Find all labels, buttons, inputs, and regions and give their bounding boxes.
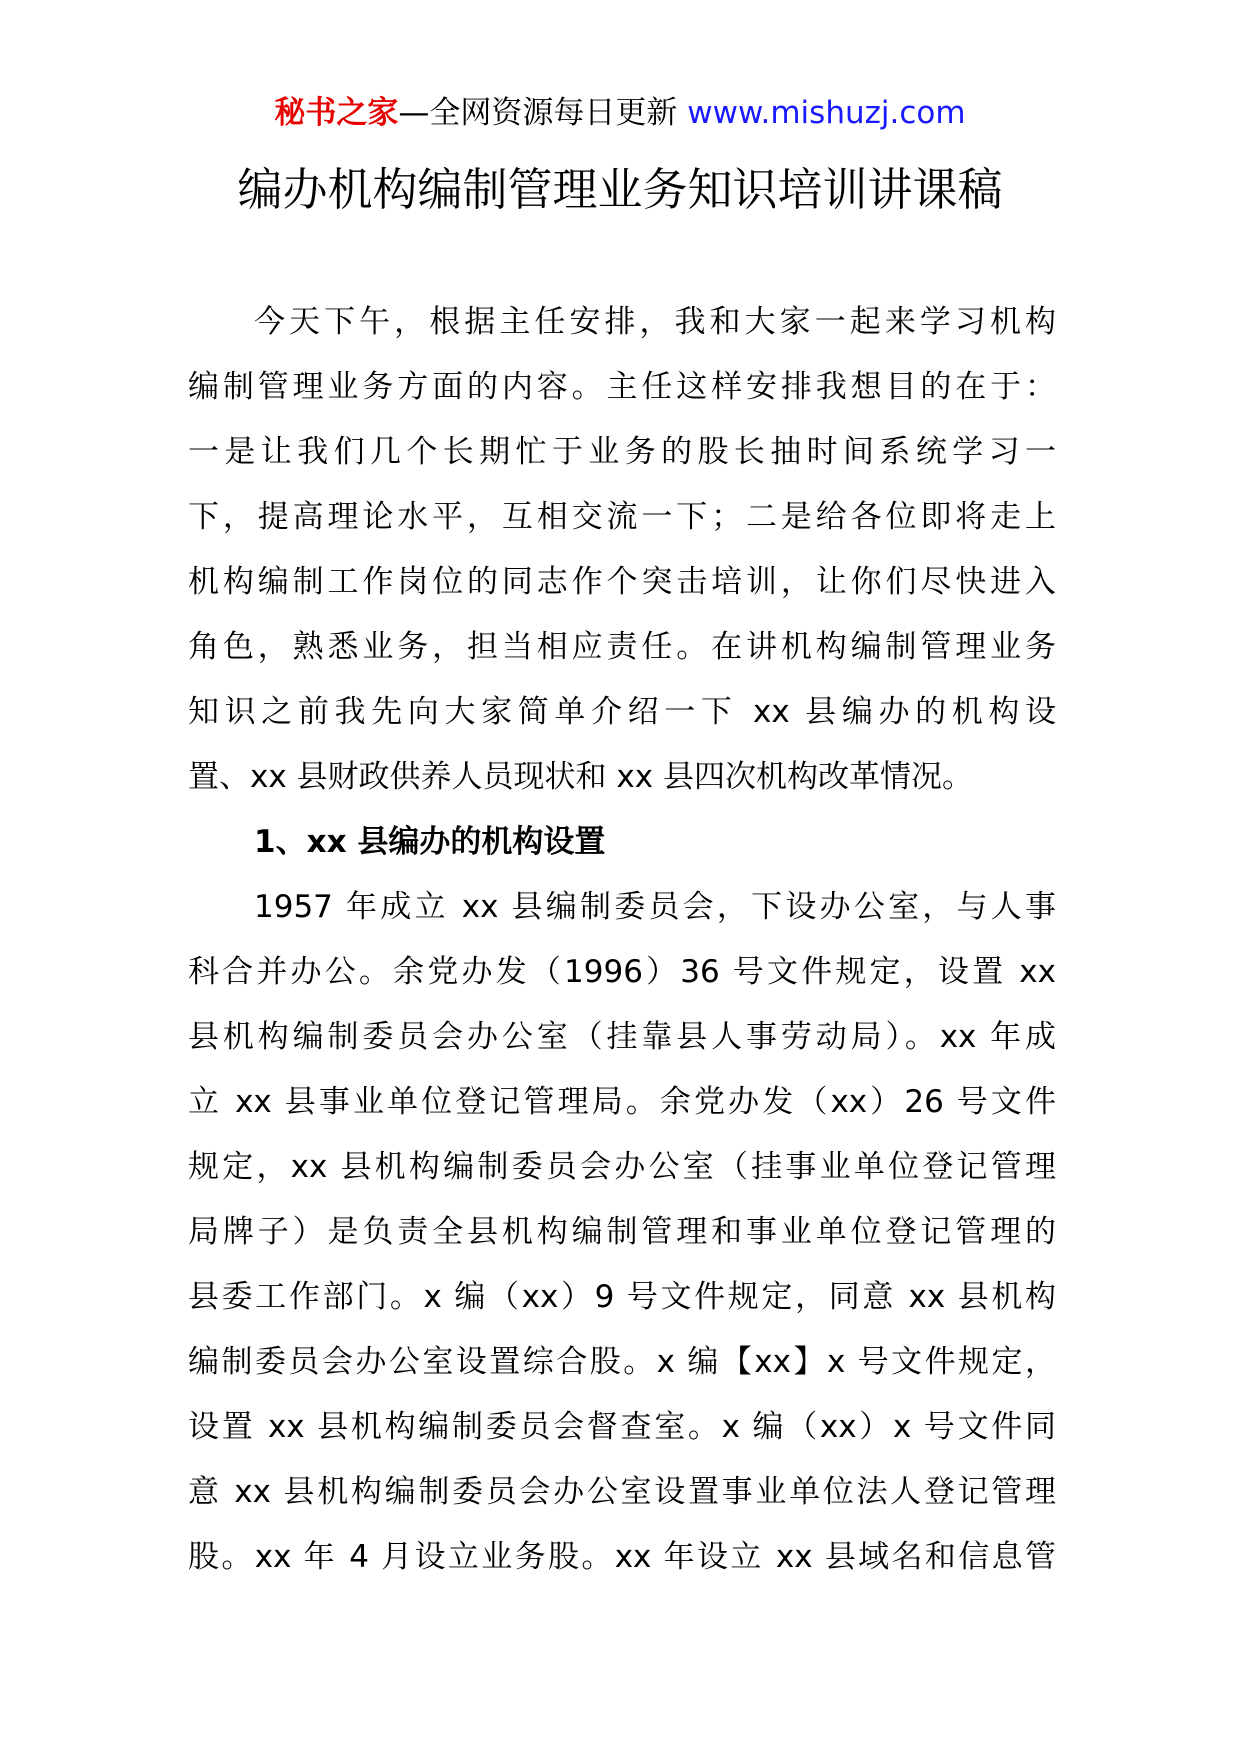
text-line: 县委工作部门。x 编（xx）9 号文件规定，同意 xx 县机构 bbox=[188, 1279, 1056, 1315]
text-line: 今天下午，根据主任安排，我和大家一起来学习机构 bbox=[254, 304, 1056, 340]
text-line: 编制管理业务方面的内容。主任这样安排我想目的在于： bbox=[188, 369, 1056, 405]
tagline: —全网资源每日更新 bbox=[398, 95, 678, 131]
section-heading: 1、xx 县编办的机构设置 bbox=[254, 824, 606, 860]
text-line: 1957 年成立 xx 县编制委员会，下设办公室，与人事 bbox=[254, 889, 1056, 925]
text-line: 规定，xx 县机构编制委员会办公室（挂事业单位登记管理 bbox=[188, 1149, 1056, 1185]
document-title: 编办机构编制管理业务知识培训讲课稿 bbox=[237, 163, 1003, 216]
text-line: 编制委员会办公室设置综合股。x 编【xx】x 号文件规定， bbox=[188, 1344, 1056, 1380]
text-line: 立 xx 县事业单位登记管理局。余党办发（xx）26 号文件 bbox=[188, 1084, 1056, 1120]
text-line: 县机构编制委员会办公室（挂靠县人事劳动局）。xx 年成 bbox=[188, 1019, 1056, 1055]
text-line: 下，提高理论水平，互相交流一下；二是给各位即将走上 bbox=[188, 499, 1056, 535]
text-line: 股。xx 年 4 月设立业务股。xx 年设立 xx 县域名和信息管 bbox=[188, 1539, 1056, 1575]
brand-name: 秘书之家 bbox=[274, 95, 399, 131]
site-header bbox=[0, 92, 1240, 134]
text-line: 机构编制工作岗位的同志作个突击培训，让你们尽快进入 bbox=[188, 564, 1056, 600]
text-line: 置、xx 县财政供养人员现状和 xx 县四次机构改革情况。 bbox=[188, 759, 973, 795]
paragraph-intro bbox=[188, 290, 1056, 810]
paragraph-section1 bbox=[188, 875, 1056, 1590]
text-line: 角色，熟悉业务，担当相应责任。在讲机构编制管理业务 bbox=[188, 629, 1056, 665]
text-line: 设置 xx 县机构编制委员会督查室。x 编（xx）x 号文件同 bbox=[188, 1409, 1056, 1445]
site-url-link[interactable]: www.mishuzj.com bbox=[687, 95, 966, 131]
document-body bbox=[188, 290, 1056, 1590]
text-line: 局牌子）是负责全县机构编制管理和事业单位登记管理的 bbox=[188, 1214, 1056, 1250]
text-line: 意 xx 县机构编制委员会办公室设置事业单位法人登记管理 bbox=[188, 1474, 1056, 1510]
text-line: 知识之前我先向大家简单介绍一下 xx 县编办的机构设 bbox=[188, 694, 1056, 730]
text-line: 科合并办公。余党办发（1996）36 号文件规定，设置 xx bbox=[188, 954, 1056, 990]
text-line: 一是让我们几个长期忙于业务的股长抽时间系统学习一 bbox=[188, 434, 1056, 470]
